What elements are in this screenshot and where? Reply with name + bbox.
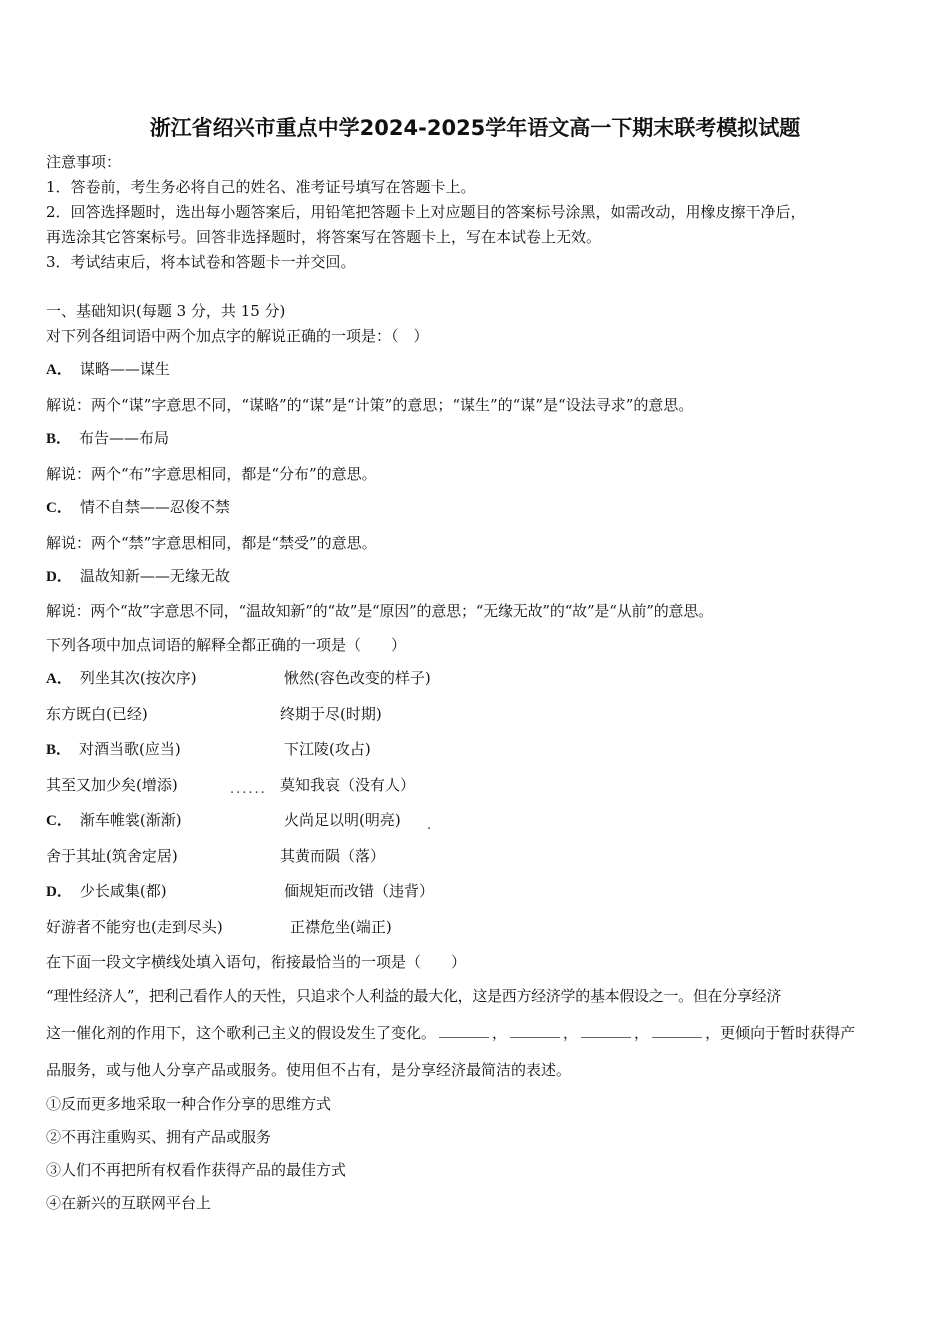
question-2-stem: 下列各项中加点词语的解释全都正确的一项是（ ）: [46, 636, 407, 654]
q3-choice-3: ③人们不再把所有权看作获得产品的最佳方式: [46, 1161, 347, 1179]
comma: ，: [563, 1024, 579, 1042]
q2-row-b1-left: [46, 739, 181, 760]
option-letter: B．: [46, 742, 72, 758]
q1-option-c: [46, 497, 230, 518]
q2-row-c2-right: 其黄而陨（落）: [280, 847, 386, 865]
q3-passage-line-3: 品服务，或与他人分享产品或服务。使用但不占有，是分享经济最简洁的表述。: [46, 1061, 572, 1079]
q2-row-b2-left: 其至又加少矣(增添): [46, 776, 178, 794]
comma: ，: [492, 1024, 508, 1042]
q3-choice-4: ④在新兴的互联网平台上: [46, 1194, 212, 1212]
notice-item-2-cont: 再选涂其它答案标号。回答非选择题时，将答案写在答题卡上，写在本试卷上无效。: [46, 228, 602, 246]
q2-row-a2-right: 终期于尽(时期): [280, 705, 382, 723]
q1-option-b-explanation: 解说：两个“布”字意思相同，都是“分布”的意思。: [46, 465, 377, 483]
comma: ，: [634, 1024, 650, 1042]
page-title: 浙江省绍兴市重点中学2024-2025学年语文高一下期末联考模拟试题: [149, 116, 801, 140]
q2-row-a1-right: 愀然(容色改变的样子): [284, 669, 431, 687]
q2-row-b1-right: 下江陵(攻占): [284, 740, 371, 758]
q2-row-d1-left: [46, 881, 167, 902]
row-left-text: 对酒当歌(应当): [79, 740, 181, 758]
option-letter: A．: [46, 362, 72, 378]
q3-choice-2: ②不再注重购买、拥有产品或服务: [46, 1128, 272, 1146]
q3-choice-1: ①反而更多地采取一种合作分享的思维方式: [46, 1095, 332, 1113]
q2-row-c1-left: [46, 810, 182, 831]
passage-text: 这一催化剂的作用下，这个歌利己主义的假设发生了变化。: [46, 1024, 437, 1042]
q3-passage-line-1: “理性经济人”，把利己看作人的天性，只追求个人利益的最大化，这是西方经济学的基本假设之一。但在分享经济: [46, 987, 782, 1005]
answer-blank-3: [581, 1023, 631, 1038]
passage-text: ，更倾向于暂时获得产: [705, 1024, 856, 1042]
notice-item-1: 1．答卷前，考生务必将自己的姓名、准考证号填写在答题卡上。: [46, 178, 476, 196]
q2-row-c2-left: 舍于其址(筑舍定居): [46, 847, 178, 865]
question-1-stem: 对下列各组词语中两个加点字的解说正确的一项是：（ ）: [46, 327, 429, 345]
answer-blank-4: [652, 1023, 702, 1038]
q1-option-a: [46, 359, 170, 380]
q1-option-b: [46, 428, 169, 449]
notice-heading: 注意事项：: [46, 153, 122, 171]
q2-row-d2-left: 好游者不能穷也(走到尽头): [46, 918, 223, 936]
q2-row-a2-left: 东方既白(已经): [46, 705, 148, 723]
option-letter: C．: [46, 813, 72, 829]
option-text: 谋略——谋生: [79, 360, 170, 378]
answer-blank-2: [510, 1023, 560, 1038]
q2-row-c1-right: 火尚足以明(明亮): [284, 811, 401, 829]
q2-row-a1-left: [46, 668, 197, 689]
notice-item-3: 3．考试结束后，将本试卷和答题卡一并交回。: [46, 253, 356, 271]
option-text: 情不自禁——忍俊不禁: [79, 498, 230, 516]
q1-option-a-explanation: 解说：两个“谋”字意思不同，“谋略”的“谋”是“计策”的意思；“谋生”的“谋”是“设法寻求”的意思。: [46, 396, 694, 414]
notice-item-2: 2．回答选择题时，选出每小题答案后，用铅笔把答题卡上对应题目的答案标号涂黑，如需改动，用橡皮擦干净后，: [46, 203, 806, 221]
q2-row-b2-right: 莫知我哀（没有人）: [280, 776, 416, 794]
section-heading: 一、基础知识(每题 3 分，共 15 分): [46, 302, 286, 320]
question-3-stem: 在下面一段文字横线处填入语句，衔接最恰当的一项是（ ）: [46, 953, 467, 971]
option-letter: D．: [46, 569, 72, 585]
q2-row-d2-right: 正襟危坐(端正): [290, 918, 392, 936]
answer-blank-1: [439, 1023, 489, 1038]
option-letter: B．: [46, 431, 72, 447]
q1-option-c-explanation: 解说：两个“禁”字意思相同，都是“禁受”的意思。: [46, 534, 377, 552]
q1-option-d: [46, 566, 230, 587]
option-text: 温故知新——无缘无故: [79, 567, 230, 585]
stray-dot: .: [427, 818, 432, 833]
row-left-text: 少长咸集(都): [79, 882, 167, 900]
q3-passage-line-2: [46, 1023, 855, 1043]
option-letter: D．: [46, 884, 72, 900]
option-text: 布告——布局: [79, 429, 170, 447]
option-letter: A．: [46, 671, 72, 687]
option-letter: C．: [46, 500, 72, 516]
dotted-leader: ......: [230, 782, 267, 797]
q1-option-d-explanation: 解说：两个“故”字意思不同，“温故知新”的“故”是“原因”的意思；“无缘无故”的“故”是“从前”的意思。: [46, 602, 713, 620]
q2-row-d1-right: 偭规矩而改错（违背）: [284, 882, 435, 900]
row-left-text: 渐车帷裳(渐渐): [79, 811, 182, 829]
row-left-text: 列坐其次(按次序): [79, 669, 197, 687]
